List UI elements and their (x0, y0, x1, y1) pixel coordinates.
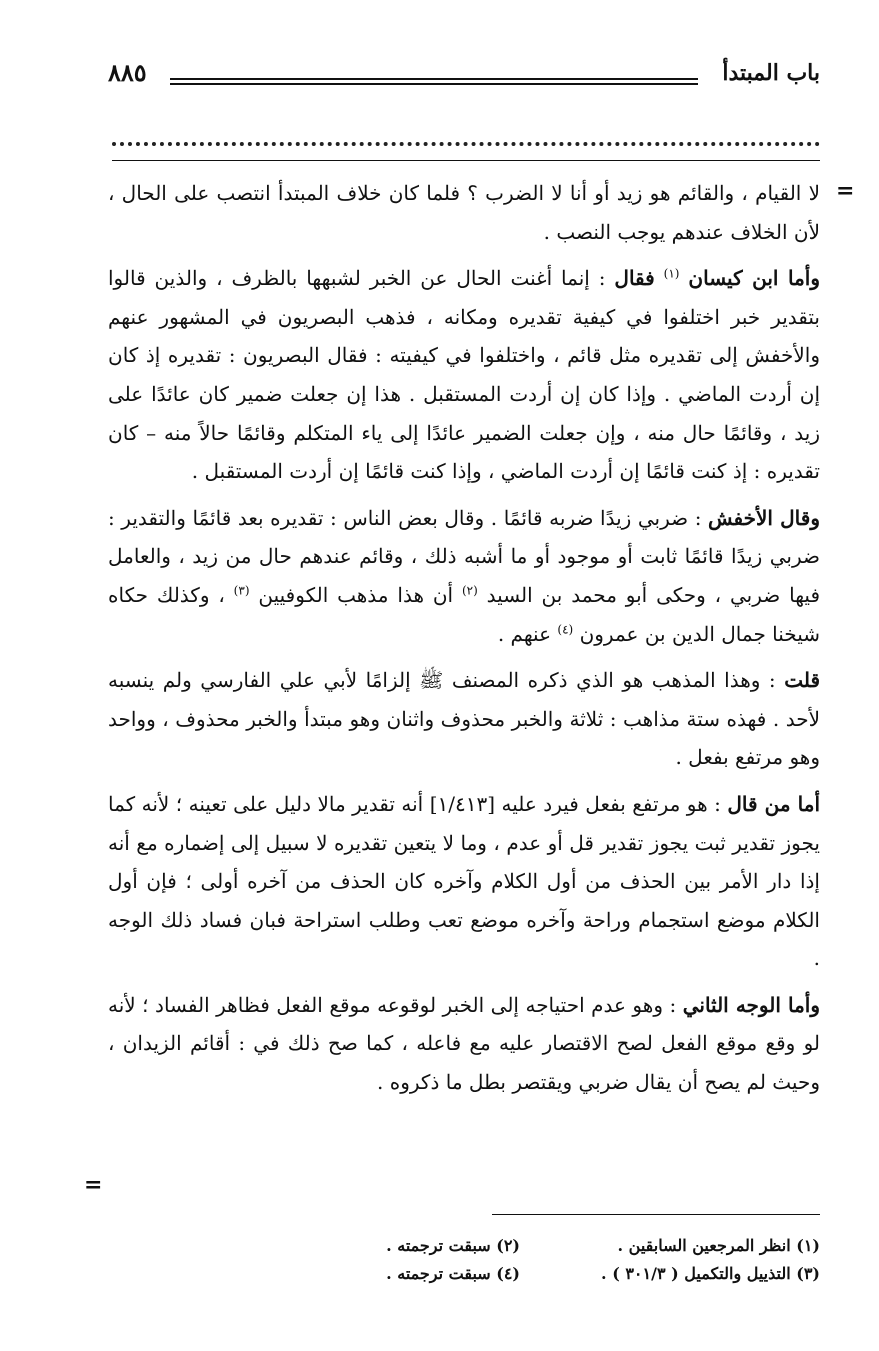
footnote-ref-3: (٣) (233, 583, 250, 598)
paragraph-2-text: : إنما أغنت الحال عن الخبر لشبهها بالظرف ، والذين قالوا بتقدير خبر اختلفوا في كيفية تقديره ومكانه ، فذهب البصريون في المشهور عنهم والأخفش إلى تقديره مثل قائم ، واختلفوا في كيفيته : فقال البصريون : تقديره إذ كان إن أردت الماضي . وإذا كان إن أردت المستقبل . هذا إن جعلت ضمير كان عائدًا على زيد ، وقائمًا حال منه ، وإن جعلت الضمير عائدًا إلى ياء المتكلم وقائمًا حالاً منه – كان تقديره : إذ كنت قائمًا إن أردت الماضي ، وإذا كنت قائمًا إن أردت المستقبل . (108, 266, 820, 484)
footnote-1: (١) انظر المرجعين السابقين . (617, 1236, 820, 1255)
paragraph-5-lead: أما من قال (727, 791, 820, 816)
paragraph-3-text-2: أن هذا مذهب الكوفيين (258, 582, 454, 607)
paragraph-5-text: : هو مرتفع بفعل فيرد عليه [١/٤١٣] أنه تقدير مالا دليل على تعينه ؛ لأنه كما يجوز تقدير ثبت يجوز تقدير قل أو عدم ، وما لا يتعين تقديره لا سبيل إلى إضماره مع أنه إذا دار الأمر بين الحذف من أول الكلام وآخره كان الحذف من آخره أولى ؛ فإن أول الكلام موضع استجمام وراحة وآخره موضع تعب وطلب استراحة فبان فساد ذلك الوجه . (108, 791, 820, 971)
paragraph-6 (108, 986, 820, 1102)
header-double-rule (170, 78, 698, 85)
paragraph-4-text: : وهذا المذهب هو الذي ذكره المصنف ﷺ إلزامًا لأبي علي الفارسي ولم ينسبه لأحد . فهذه ستة مذاهب : ثلاثة والخبر محذوف واثنان وهو مبتدأ والخبر محذوف ، وواحد وهو مرتفع بفعل . (108, 668, 820, 770)
dotted-separator-underline (112, 160, 820, 161)
continuation-mark-top: = (836, 178, 855, 204)
paragraph-1-text: لا القيام ، والقائم هو زيد أو أنا لا الضرب ؟ فلما كان خلاف المبتدأ انتصب على الحال ، لأن الخلاف عندهم يوجب النصب . (108, 181, 820, 244)
page-header (108, 60, 820, 100)
page-number: ٨٨٥ (108, 58, 147, 87)
paragraph-3-text-1: : ضربي زيدًا ضربه قائمًا . وقال بعض الناس : تقديره بعد قائمًا والتقدير : ضربي زيدًا قائمًا ثابت أو موجود أو ما أشبه ذلك ، وقائم عندهم حال من زيد ، والعامل فيها ضربي ، وحكى أبو محمد بن السيد (108, 505, 821, 607)
footnote-ref-2: (٢) (461, 583, 478, 598)
running-title: باب المبتدأ (722, 60, 820, 86)
footnote-separator (492, 1214, 820, 1215)
paragraph-1 (108, 174, 820, 251)
footnote-ref-1: (١) (663, 266, 680, 281)
paragraph-4-lead: قلت (784, 668, 821, 693)
footnote-3: (٣) التذييل والتكميل ( ٣٠١/٣ ) . (601, 1264, 820, 1283)
continuation-mark-bottom: = (84, 1172, 103, 1198)
paragraph-2 (108, 259, 820, 491)
footnote-ref-4: (٤) (557, 621, 574, 636)
paragraph-3-text-4: عنهم . (497, 621, 552, 646)
main-text (108, 174, 820, 1110)
footnote-2: (٢) سبقت ترجمته . (386, 1236, 520, 1255)
paragraph-5 (108, 785, 820, 978)
footnote-4: (٤) سبقت ترجمته . (386, 1264, 520, 1283)
footnote-row (250, 1260, 820, 1288)
paragraph-2-lead2: فقال (614, 266, 655, 291)
paragraph-6-lead: وأما الوجه الثاني (682, 992, 821, 1017)
paragraph-4 (108, 661, 820, 777)
footnote-row (250, 1232, 820, 1260)
paragraph-2-lead: وأما ابن كيسان (688, 266, 821, 291)
paragraph-6-text: : وهو عدم احتياجه إلى الخبر لوقوعه موقع الفعل فظاهر الفساد ؛ لأنه لو وقع موقع الفعل لصح الاقتصار عليه مع فاعله ، كما صح ذلك في : أقائم الزيدان ، وحيث لم يصح أن يقال ضربي ويقتصر بطل ما ذكروه . (108, 992, 820, 1095)
dotted-separator (112, 142, 820, 146)
footnotes (250, 1232, 820, 1288)
paragraph-3-text-3: ، وكذلك حكاه شيخنا جمال الدين بن عمرون (108, 582, 820, 646)
paragraph-3 (108, 499, 820, 653)
paragraph-3-lead: وقال الأخفش (708, 505, 820, 530)
